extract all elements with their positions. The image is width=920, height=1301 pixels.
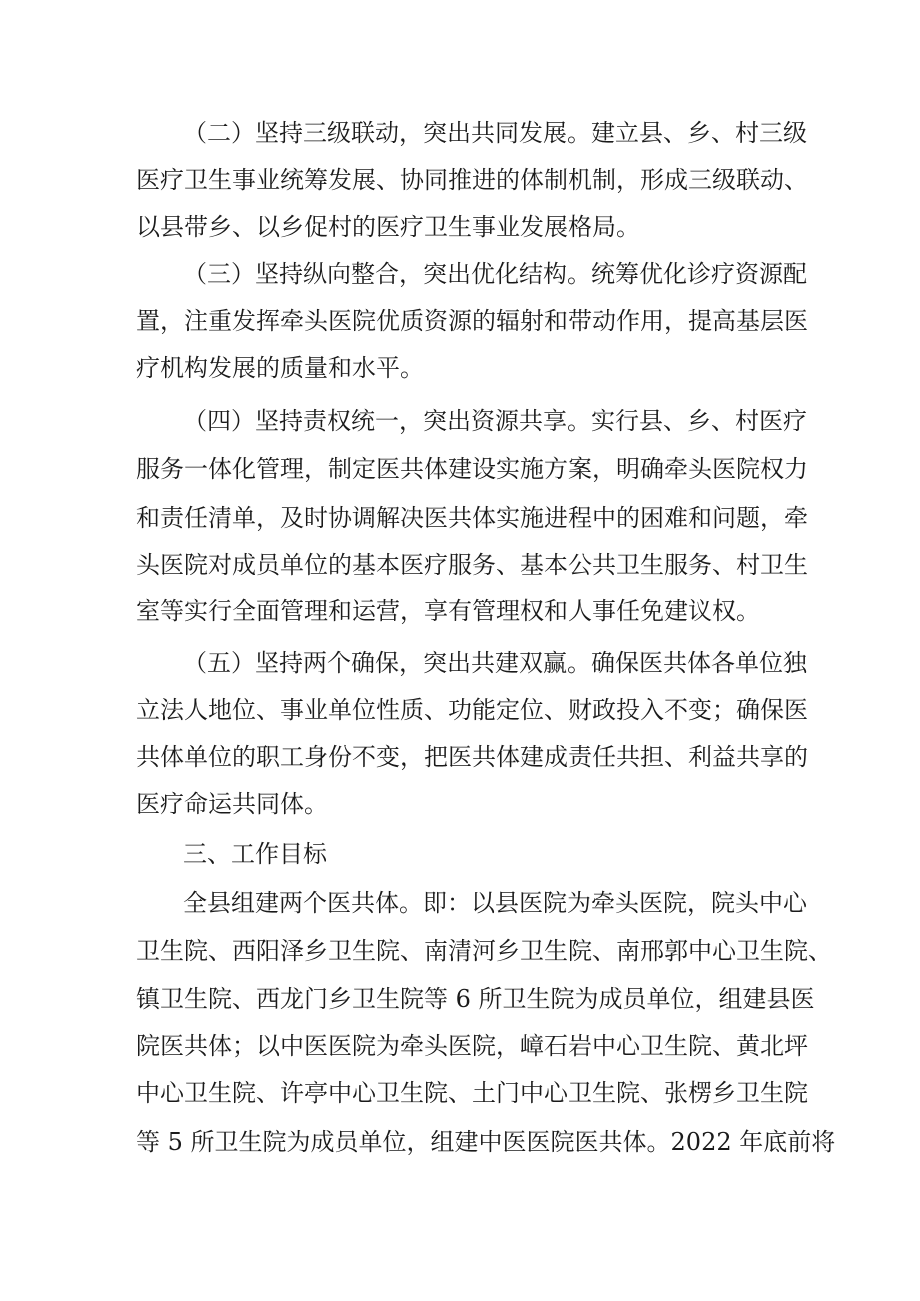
paragraph-4-line-4: 头医院对成员单位的基本医疗服务、基本公共卫生服务、村卫生 (136, 551, 808, 579)
goals-paragraph-line-5: 中心卫生院、许亭中心卫生院、土门中心卫生院、张楞乡卫生院 (136, 1079, 808, 1107)
paragraph-4-line-3: 和责任清单，及时协调解决医共体实施进程中的困难和问题，牵 (136, 504, 808, 532)
paragraph-5-line-1: （五）坚持两个确保，突出共建双赢。确保医共体各单位独 (183, 649, 807, 677)
paragraph-3-line-1: （三）坚持纵向整合，突出优化结构。统筹优化诊疗资源配 (183, 260, 807, 288)
paragraph-2-line-1: （二）坚持三级联动，突出共同发展。建立县、乡、村三级 (183, 119, 807, 147)
paragraph-4-line-2: 服务一体化管理，制定医共体建设实施方案，明确牵头医院权力 (136, 455, 808, 483)
paragraph-3-line-2: 置，注重发挥牵头医院优质资源的辐射和带动作用，提高基层医 (136, 307, 808, 335)
paragraph-4-line-5: 室等实行全面管理和运营，享有管理权和人事任免建议权。 (136, 597, 760, 625)
paragraph-3-line-3: 疗机构发展的质量和水平。 (136, 354, 424, 382)
goals-paragraph-line-1: 全县组建两个医共体。即：以县医院为牵头医院，院头中心 (183, 889, 807, 917)
paragraph-5-line-3: 共体单位的职工身份不变，把医共体建成责任共担、利益共享的 (136, 743, 808, 771)
section-heading-work-goals: 三、工作目标 (183, 840, 327, 868)
paragraph-5-line-4: 医疗命运共同体。 (136, 790, 328, 818)
goals-paragraph-line-2: 卫生院、西阳泽乡卫生院、南清河乡卫生院、南邢郭中心卫生院、 (136, 937, 832, 965)
paragraph-2-line-2: 医疗卫生事业统筹发展、协同推进的体制机制，形成三级联动、 (136, 166, 808, 194)
goals-paragraph-line-3: 镇卫生院、西龙门乡卫生院等 6 所卫生院为成员单位，组建县医 (136, 985, 815, 1013)
paragraph-5-line-2: 立法人地位、事业单位性质、功能定位、财政投入不变；确保医 (136, 696, 808, 724)
goals-paragraph-line-6: 等 5 所卫生院为成员单位，组建中医医院医共体。2022 年底前将 (136, 1128, 836, 1156)
paragraph-4-line-1: （四）坚持责权统一，突出资源共享。实行县、乡、村医疗 (183, 407, 807, 435)
goals-paragraph-line-4: 院医共体；以中医医院为牵头医院，嶂石岩中心卫生院、黄北坪 (136, 1032, 808, 1060)
paragraph-2-line-3: 以县带乡、以乡促村的医疗卫生事业发展格局。 (136, 213, 640, 241)
